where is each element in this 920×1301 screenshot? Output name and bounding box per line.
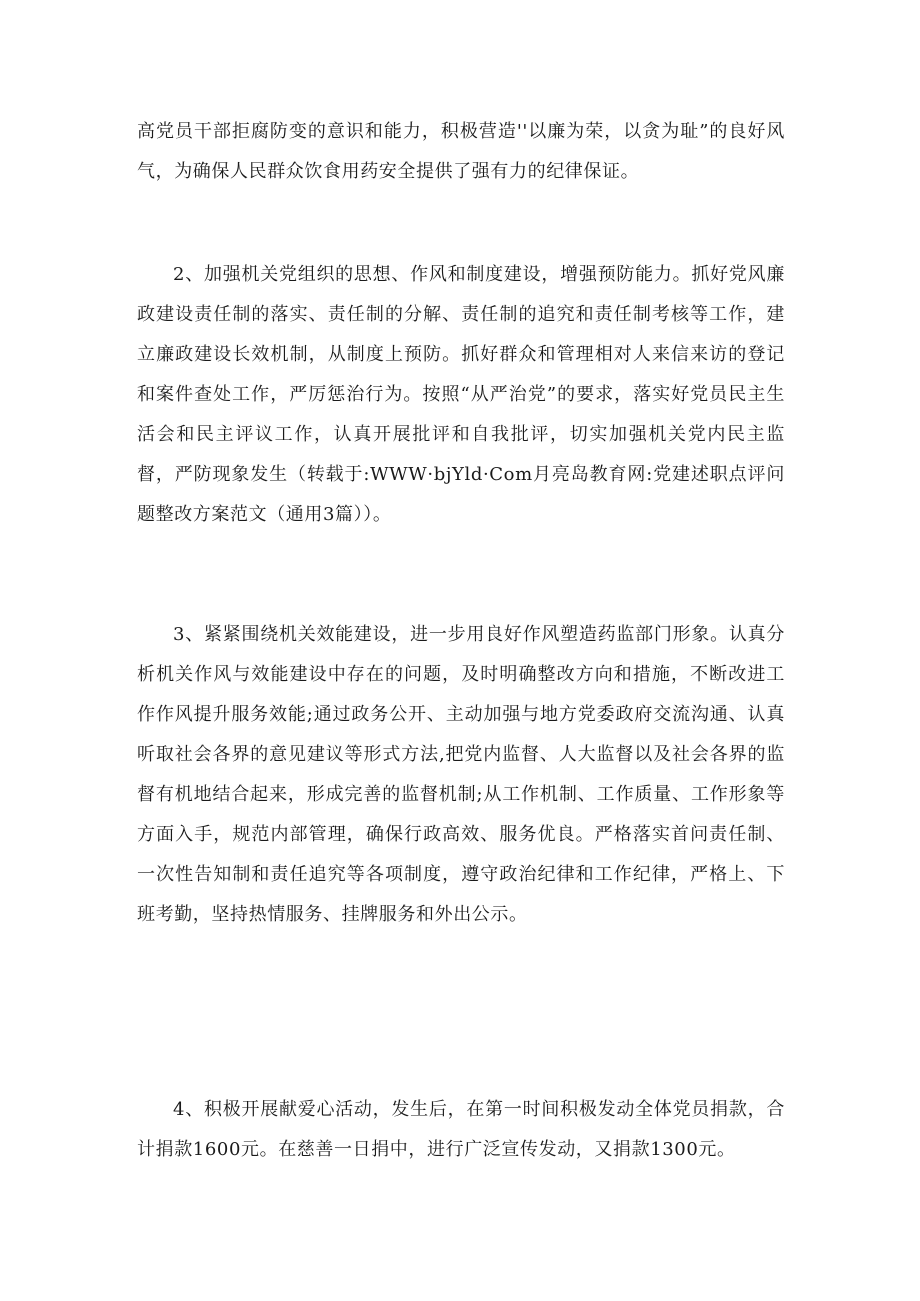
paragraph-continuation: 高党员干部拒腐防变的意识和能力，积极营造''以廉为荣，以贪为耻”的良好风气，为确保人民群众饮食用药安全提供了强有力的纪律保证。	[137, 121, 785, 182]
paragraph-item-4: 4、积极开展献爱心活动，发生后，在第一时间积极发动全体党员捐款，合计捐款1600元。在慈善一日捐中，进行广泛宣传发动，又捐款1300元。	[137, 1099, 785, 1160]
paragraph-item-3: 3、紧紧围绕机关效能建设，进一步用良好作风塑造药监部门形象。认真分析机关作风与效能建设中存在的问题，及时明确整改方向和措施，不断改进工作作风提升服务效能;通过政务公开、主动加强与地方党委政府交流沟通、认真听取社会各界的意见建议等形式方法,把党内监督、人大监督以及社会各界的监督有机地结合起来，形成完善的监督机制;从工作机制、工作质量、工作形象等方面入手，规范内部管理，确保行政高效、服务优良。严格落实首问责任制、一次性告知制和责任追究等各项制度，遵守政治纪律和工作纪律，严格上、下班考勤，坚持热情服务、挂牌服务和外出公示。	[137, 624, 785, 925]
paragraph-item-2: 2、加强机关党组织的思想、作风和制度建设，增强预防能力。抓好党风廉政建设责任制的落实、责任制的分解、责任制的追究和责任制考核等工作，建立廉政建设长效机制，从制度上预防。抓好群众和管理相对人来信来访的登记和案件查处工作，严厉惩治行为。按照“从严治党”的要求，落实好党员民主生活会和民主评议工作，认真开展批评和自我批评，切实加强机关党内民主监督，严防现象发生（转载于:WWW·bjYld·Com月亮岛教育网:党建述职点评问题整改方案范文（通用3篇））。	[137, 264, 785, 525]
